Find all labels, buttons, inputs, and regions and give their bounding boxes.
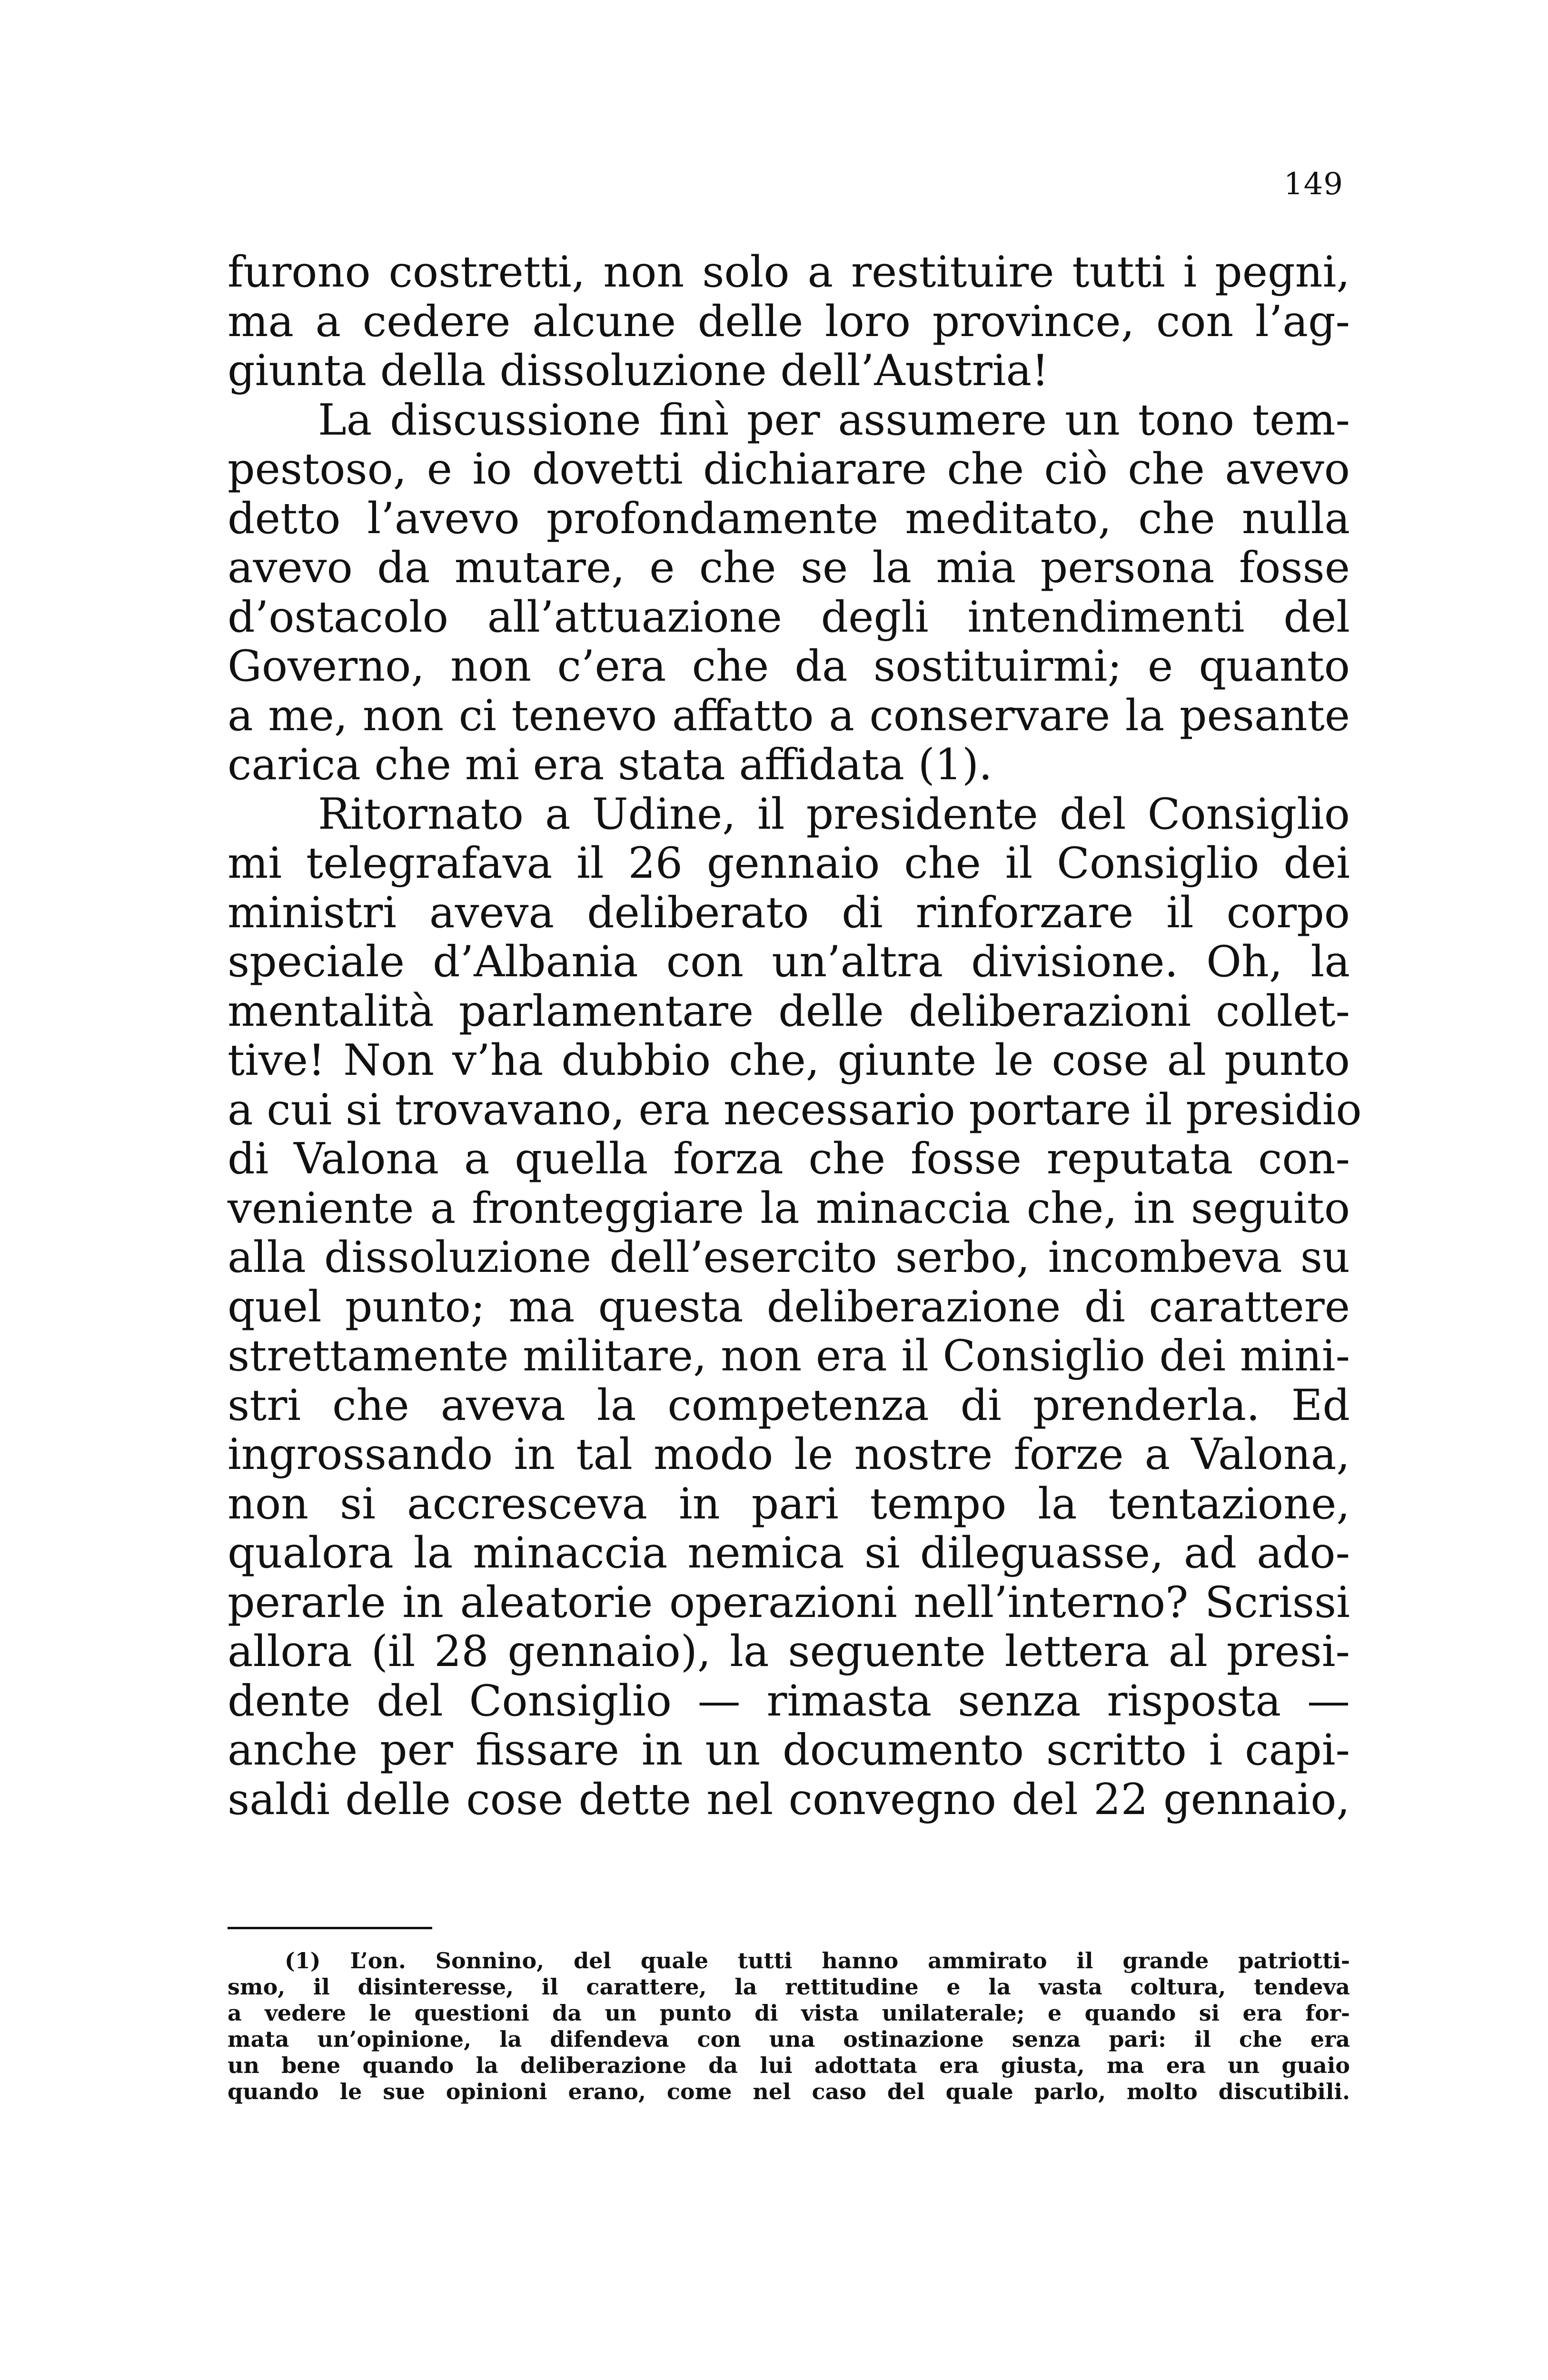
text-line: mi telegrafava il 26 gennaio che il Consiglio dei (228, 838, 1350, 888)
text-line: a cui si trovavano, era necessario portare il presidio (228, 1084, 1362, 1135)
text-line: d’ostacolo all’attuazione degli intendimenti del (228, 592, 1350, 642)
text-line: veniente a fronteggiare la minaccia che, in seguito (228, 1183, 1350, 1233)
text-line: detto l’avevo profondamente meditato, che nulla (228, 493, 1350, 544)
text-line: saldi delle cose dette nel convegno del 22 gennaio, (228, 1774, 1350, 1825)
footnote-line: a vedere le questioni da un punto di vista unilaterale; e quando si era for- (228, 2000, 1350, 2026)
text-line: a me, non ci tenevo affatto a conservare la pesante (228, 690, 1350, 741)
footnote-line: smo, il disinteresse, il carattere, la rettitudine e la vasta coltura, tendeva (228, 1974, 1350, 2000)
footnote-line: quando le sue opinioni erano, come nel caso del quale parlo, molto discutibili. (228, 2079, 1350, 2104)
text-line: non si accresceva in pari tempo la tentazione, (228, 1478, 1350, 1529)
text-line: avevo da mutare, e che se la mia persona fosse (228, 543, 1350, 593)
text-line: tive! Non v’ha dubbio che, giunte le cose al punto (228, 1035, 1350, 1085)
footnote-line: un bene quando la deliberazione da lui adottata era giusta, ma era un guaio (228, 2053, 1350, 2078)
text-line: furono costretti, non solo a restituire tutti i pegni, (228, 247, 1350, 297)
text-line: stri che aveva la competenza di prenderla. Ed (228, 1380, 1350, 1430)
text-line: anche per fissare in un documento scritto i capi- (228, 1725, 1350, 1775)
footnote-line: (1) L’on. Sonnino, del quale tutti hanno ammirato il grande patriotti- (285, 1948, 1350, 1973)
text-line: dente del Consiglio — rimasta senza risposta — (228, 1676, 1350, 1726)
text-line: giunta della dissoluzione dell’Austria! (228, 346, 1049, 396)
text-line: Governo, non c’era che da sostituirmi; e quanto (228, 641, 1350, 691)
text-line: strettamente militare, non era il Consiglio dei mini- (228, 1331, 1350, 1381)
paragraph-start-line: La discussione finì per assumere un tono tem- (318, 395, 1350, 445)
text-line: mentalità parlamentare delle deliberazioni collet- (228, 986, 1350, 1036)
text-line: carica che mi era stata affidata (1). (228, 740, 992, 790)
text-line: allora (il 28 gennaio), la seguente lettera al presi- (228, 1626, 1350, 1676)
text-line: qualora la minaccia nemica si dileguasse, ad ado- (228, 1528, 1350, 1578)
text-line: speciale d’Albania con un’altra divisione. Oh, la (228, 937, 1350, 987)
page-number: 149 (1283, 167, 1343, 202)
main-text (228, 247, 1362, 1825)
text-line: quel punto; ma questa deliberazione di carattere (228, 1281, 1350, 1332)
footnote (228, 1948, 1350, 2105)
text-line: pestoso, e io dovetti dichiarare che ciò che avevo (228, 444, 1350, 494)
text-line: di Valona a quella forza che fosse reputata con- (228, 1134, 1350, 1184)
text-line: alla dissoluzione dell’esercito serbo, incombeva su (228, 1232, 1350, 1282)
footnote-line: mata un’opinione, la difendeva con una ostinazione senza pari: il che era (228, 2026, 1350, 2052)
footnote-divider (228, 1927, 432, 1929)
text-line: ministri aveva deliberato di rinforzare il corpo (228, 887, 1350, 938)
text-line: perarle in aleatorie operazioni nell’interno? Scrissi (228, 1577, 1350, 1627)
text-line: ma a cedere alcune delle loro province, con l’ag- (228, 296, 1350, 347)
text-line: ingrossando in tal modo le nostre forze a Valona, (228, 1429, 1350, 1479)
paragraph-start-line: Ritornato a Udine, il presidente del Consiglio (318, 789, 1350, 839)
